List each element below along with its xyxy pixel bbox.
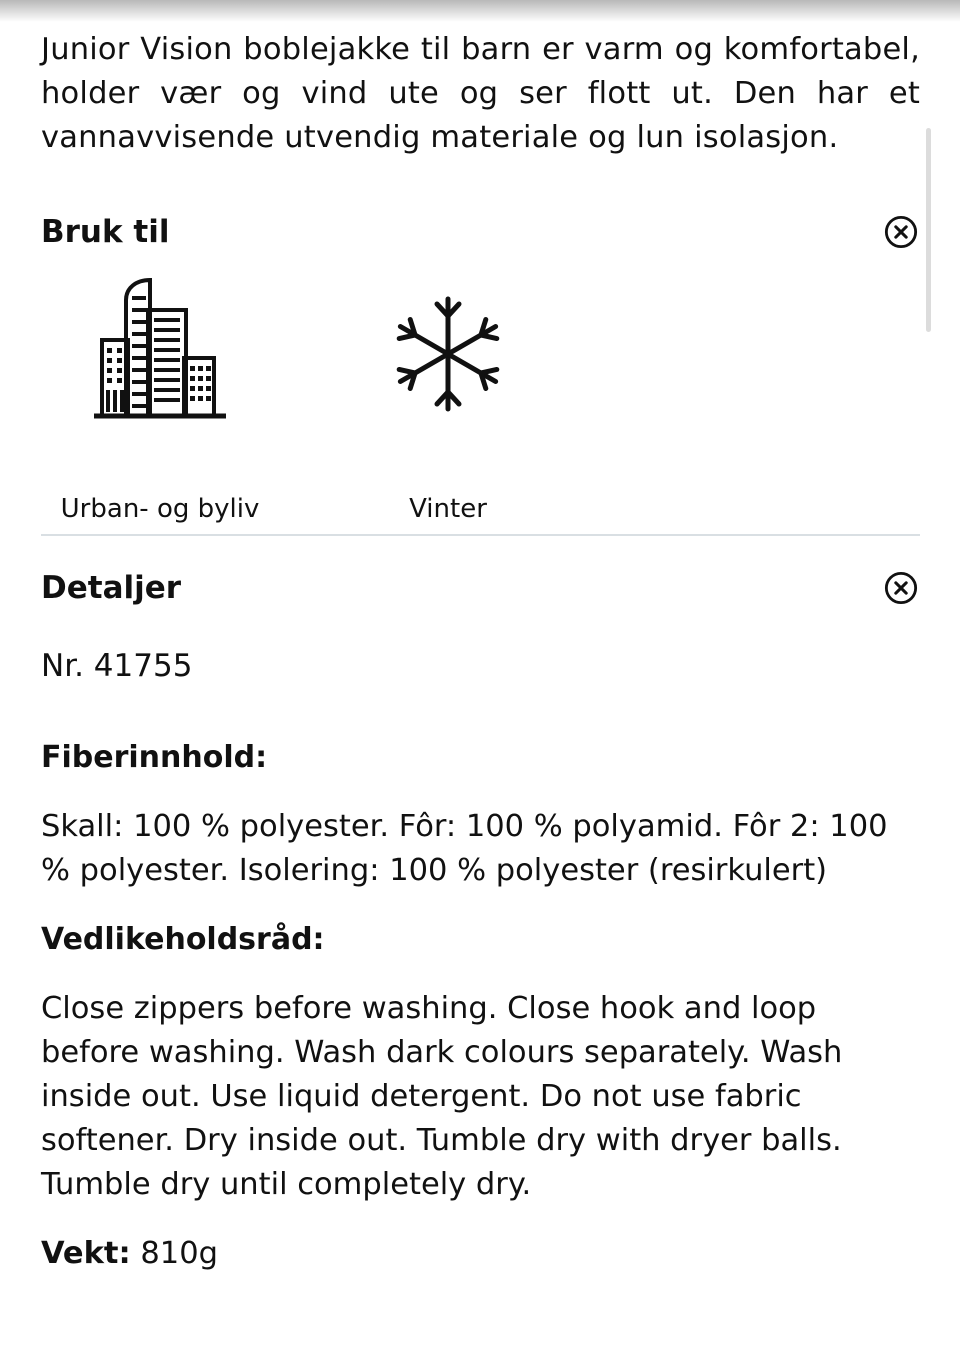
weight-label: Vekt: [41, 1236, 131, 1271]
close-circle-icon[interactable] [884, 571, 918, 605]
product-description: Junior Vision boblejakke til barn er varm og komfortabel, holder vær og vind ute og ser flott ut. Den har et vannavvisende utvendig materiale og lun isolasjon. [41, 32, 920, 155]
product-info [41, 28, 920, 1276]
section-divider [41, 534, 920, 536]
scrollbar[interactable] [926, 128, 931, 332]
usage-item-label: Urban- og byliv [60, 494, 260, 524]
snowflake-icon [392, 294, 504, 418]
fiber-content-text: Skall: 100 % polyester. Fôr: 100 % polyamid. Fôr 2: 100 % polyester. Isolering: 100 % polyester (resirkulert) [41, 809, 888, 888]
usage-item-winter [328, 294, 568, 534]
care-instructions-text: Close zippers before washing. Close hook and loop before washing. Wash dark colours separately. Wash inside out. Use liquid detergent. Do not use fabric softener. Dry inside out. Tumble dry with dryer balls. Tumble dry until completely dry. [41, 991, 843, 1202]
weight-row [41, 1232, 920, 1276]
close-circle-icon[interactable] [884, 215, 918, 249]
details-section-title: Detaljer [41, 570, 182, 606]
care-instructions-title: Vedlikeholdsråd: [41, 922, 325, 957]
city-buildings-icon [92, 278, 228, 424]
usage-item-label: Vinter [409, 494, 487, 524]
fiber-content-title: Fiberinnhold: [41, 740, 268, 775]
top-shadow [0, 0, 960, 22]
article-number: Nr. 41755 [41, 648, 193, 684]
weight-value: 810g [140, 1236, 218, 1271]
usage-item-urban [40, 294, 280, 534]
usage-section-header[interactable] [41, 210, 920, 254]
usage-list [41, 294, 920, 534]
usage-section-title: Bruk til [41, 214, 170, 250]
details-section-header[interactable] [41, 566, 920, 610]
